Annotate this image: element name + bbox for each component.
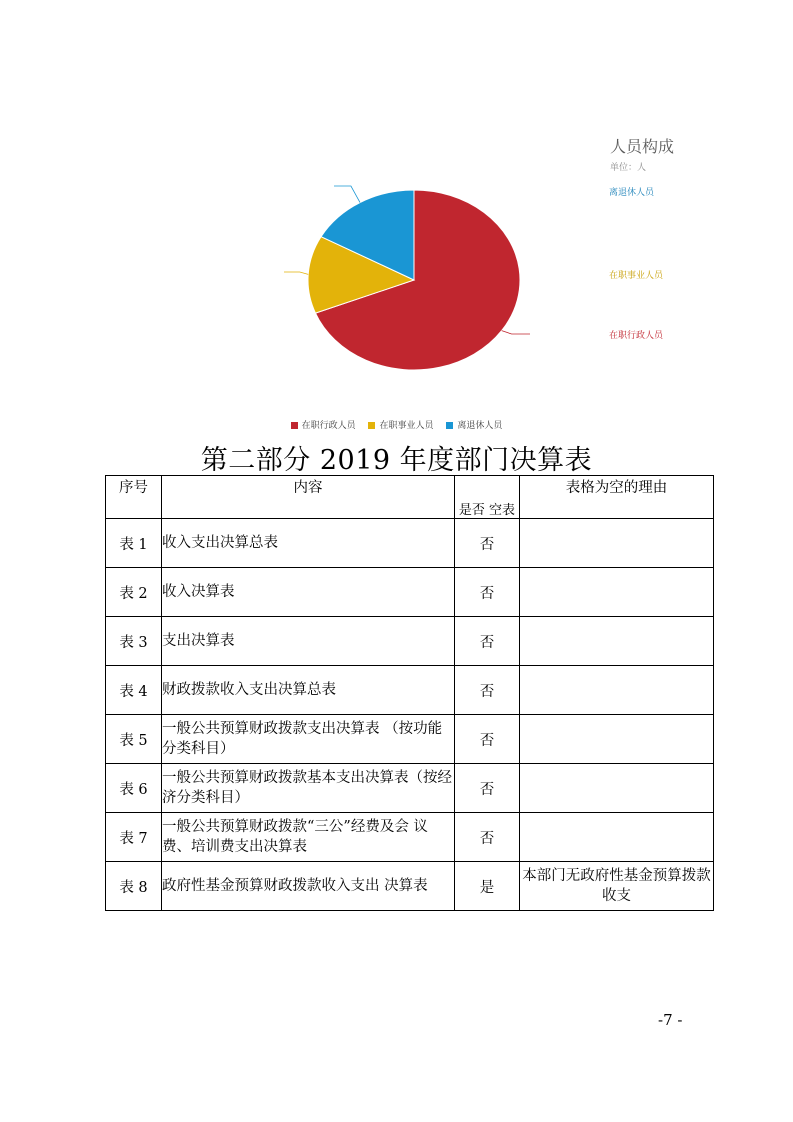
row-content: 支出决算表 [162, 617, 455, 666]
row-content: 政府性基金预算财政拨款收入支出 决算表 [162, 862, 455, 911]
leader-line [284, 272, 308, 274]
leader-line [334, 186, 360, 203]
row-reason [520, 568, 714, 617]
slice-label-retired: 离退休人员 [609, 188, 655, 198]
row-no: 表 5 [106, 715, 162, 764]
pie-chart [0, 0, 793, 420]
row-empty: 否 [455, 715, 520, 764]
legend-label: 在职事业人员 [379, 421, 434, 431]
row-no: 表 7 [106, 813, 162, 862]
chart-title: 人员构成 [610, 137, 675, 156]
row-reason: 本部门无政府性基金预算拨款收支 [520, 862, 714, 911]
slice-label-institution: 在职事业人员 [609, 271, 664, 281]
table-row [106, 666, 714, 715]
chart-unit: 单位：人 [610, 163, 647, 173]
row-empty: 是 [455, 862, 520, 911]
table-row [106, 813, 714, 862]
slice-label-admin: 在职行政人员 [609, 331, 664, 341]
row-empty: 否 [455, 764, 520, 813]
table-row [106, 862, 714, 911]
row-no: 表 3 [106, 617, 162, 666]
row-reason [520, 813, 714, 862]
row-content: 收入支出决算总表 [162, 519, 455, 568]
chart-legend [0, 418, 793, 431]
row-no: 表 4 [106, 666, 162, 715]
legend-swatch [368, 422, 375, 429]
row-content: 一般公共预算财政拨款支出决算表 （按功能分类科目） [162, 715, 455, 764]
legend-label: 在职行政人员 [301, 421, 356, 431]
row-no: 表 1 [106, 519, 162, 568]
table-row [106, 715, 714, 764]
header-content: 内容 [162, 476, 455, 519]
table-row [106, 568, 714, 617]
row-no: 表 6 [106, 764, 162, 813]
legend-item-admin [291, 418, 356, 431]
row-content: 一般公共预算财政拨款基本支出决算表（按经济分类科目） [162, 764, 455, 813]
budget-table [105, 475, 714, 911]
row-reason [520, 666, 714, 715]
legend-item-institution [368, 418, 433, 431]
table-row [106, 617, 714, 666]
row-empty: 否 [455, 617, 520, 666]
row-reason [520, 764, 714, 813]
document-title: 第二部分 2019 年度部门决算表 [200, 445, 593, 476]
row-empty: 否 [455, 666, 520, 715]
row-content: 一般公共预算财政拨款“三公”经费及会 议费、培训费支出决算表 [162, 813, 455, 862]
page-number: -7 - [658, 1011, 683, 1029]
row-no: 表 2 [106, 568, 162, 617]
row-reason [520, 715, 714, 764]
row-empty: 否 [455, 519, 520, 568]
table-header-row [106, 476, 714, 519]
legend-item-retired [446, 418, 502, 431]
row-reason [520, 519, 714, 568]
row-no: 表 8 [106, 862, 162, 911]
legend-swatch [446, 422, 453, 429]
table-row [106, 764, 714, 813]
table-row [106, 519, 714, 568]
leader-line [502, 331, 530, 334]
header-reason: 表格为空的理由 [520, 476, 714, 519]
row-reason [520, 617, 714, 666]
legend-swatch [291, 422, 298, 429]
row-empty: 否 [455, 568, 520, 617]
header-empty: 是否 空表 [455, 476, 520, 519]
row-content: 收入决算表 [162, 568, 455, 617]
header-no: 序号 [106, 476, 162, 519]
row-empty: 否 [455, 813, 520, 862]
row-content: 财政拨款收入支出决算总表 [162, 666, 455, 715]
legend-label: 离退休人员 [457, 421, 503, 431]
